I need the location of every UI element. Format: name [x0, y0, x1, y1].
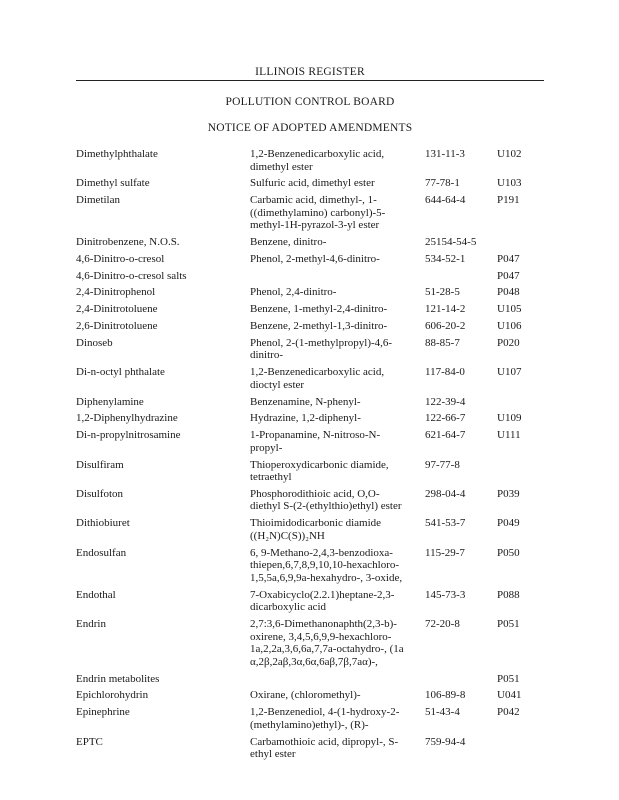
waste-code: P042 [497, 706, 520, 719]
table-row [76, 689, 546, 702]
common-name: Endrin metabolites [76, 672, 160, 685]
chemical-abstracts-name [250, 736, 398, 761]
chemical-abstracts-name [250, 412, 361, 425]
name-line: Benzene, dinitro- [250, 236, 327, 249]
name-line: 1a,2,2a,3,6,6a,7,7a-octahydro-, (1a [250, 643, 404, 656]
table-row [76, 589, 546, 614]
cas-number: 72-20-8 [425, 618, 460, 630]
name-line: Benzene, 1-methyl-2,4-dinitro- [250, 303, 388, 316]
cas-number: 117-84-0 [425, 366, 465, 379]
cas-number: 122-66-7 [425, 412, 466, 425]
chemical-abstracts-name [250, 286, 336, 299]
waste-code: P047 [497, 252, 520, 265]
name-line: dicarboxylic acid [250, 601, 327, 614]
table-row [76, 366, 546, 391]
cas-number: 25154-54-5 [425, 236, 477, 249]
waste-code: P051 [497, 672, 520, 685]
chemical-abstracts-name [250, 148, 384, 173]
name-line: dinitro- [250, 349, 283, 362]
cas-number: 621-64-7 [425, 429, 466, 442]
name-line: 1,5,5a,6,9,9a-hexahydro-, 3-oxide, [250, 571, 403, 584]
name-line: 2,7:3,6-Dimethanonaphth(2,3-b)- [250, 618, 397, 630]
cas-number: 51-28-5 [425, 286, 460, 299]
table-row [76, 194, 546, 232]
common-name: 4,6-Dinitro-o-cresol salts [76, 269, 187, 282]
table-row [76, 673, 546, 686]
name-line: Phosphorodithioic acid, O,O- [250, 487, 380, 500]
name-line: 1-Propanamine, N-nitroso-N- [250, 429, 381, 442]
chemical-abstracts-name [250, 706, 399, 731]
name-line: propyl- [250, 441, 283, 454]
waste-code: P088 [497, 588, 520, 601]
chemical-abstracts-name [250, 517, 381, 542]
name-line: Benzenamine, N-phenyl- [250, 395, 361, 408]
common-name: Dimetilan [76, 194, 120, 207]
name-line: 1,2-Benzenedicarboxylic acid, [250, 366, 385, 379]
cas-number: 534-52-1 [425, 252, 466, 265]
table-row [76, 547, 546, 585]
chemical-abstracts-name [250, 396, 361, 409]
name-line: 7-Oxabicyclo(2.2.1)heptane-2,3- [250, 588, 395, 601]
chemical-abstracts-name [250, 689, 361, 702]
name-line: 6, 9-Methano-2,4,3-benzodioxa- [250, 546, 393, 559]
table-row [76, 736, 546, 761]
common-name: 2,4-Dinitrophenol [76, 286, 156, 299]
cas-number: 106-89-8 [425, 689, 466, 702]
cas-number: 298-04-4 [425, 487, 466, 500]
waste-code: P191 [497, 194, 520, 207]
waste-code: U103 [497, 177, 522, 190]
table-row [76, 270, 546, 283]
common-name: Disulfiram [76, 458, 124, 471]
name-line: methyl-1H-pyrazol-3-yl ester [250, 219, 380, 232]
header-rule [76, 80, 544, 81]
board-title: POLLUTION CONTROL BOARD [225, 96, 395, 108]
chemical-abstracts-name [250, 337, 392, 362]
chemical-abstracts-name [250, 303, 387, 316]
chemical-abstracts-name [250, 618, 404, 668]
common-name: 2,4-Dinitrotoluene [76, 303, 158, 316]
waste-code: U111 [497, 429, 521, 442]
notice-title: NOTICE OF ADOPTED AMENDMENTS [207, 122, 413, 134]
name-line: Carbamothioic acid, dipropyl-, S- [250, 735, 399, 748]
table-row [76, 618, 546, 668]
waste-code: U041 [497, 689, 522, 702]
waste-code: U109 [497, 412, 522, 425]
name-line: ((dimethylamino) carbonyl)-5- [250, 206, 386, 219]
table-row [76, 429, 546, 454]
name-line: ethyl ester [250, 748, 296, 761]
common-name: Diphenylamine [76, 395, 144, 408]
name-line: Sulfuric acid, dimethyl ester [250, 177, 375, 190]
cas-number: 644-64-4 [425, 194, 466, 207]
cas-number: 121-14-2 [425, 303, 466, 316]
common-name: 1,2-Diphenylhydrazine [76, 412, 178, 425]
table-row [76, 303, 546, 316]
name-line: Carbamic acid, dimethyl-, 1- [250, 194, 377, 207]
chemical-abstracts-name [250, 253, 380, 266]
cas-number: 77-78-1 [425, 177, 460, 190]
name-line: Phenol, 2-methyl-4,6-dinitro- [250, 252, 380, 265]
name-line: thiepen,6,7,8,9,10,10-hexachloro- [250, 559, 400, 572]
name-line: diethyl S-(2-(ethylthio)ethyl) ester [250, 500, 402, 513]
name-line: dimethyl ester [250, 160, 313, 173]
chemical-abstracts-name [250, 194, 385, 232]
chemical-abstracts-name [250, 429, 380, 454]
waste-code: U102 [497, 148, 522, 160]
chemical-abstracts-name [250, 177, 375, 190]
cas-number: 97-77-8 [425, 458, 460, 471]
name-line: Thioimidodicarbonic diamide [250, 517, 382, 530]
name-line: 1,2-Benzenedicarboxylic acid, [250, 148, 385, 160]
cas-number: 122-39-4 [425, 395, 466, 408]
table-row [76, 148, 546, 173]
cas-number: 88-85-7 [425, 336, 460, 349]
table-row [76, 459, 546, 484]
waste-code: U107 [497, 366, 522, 379]
name-line: tetraethyl [250, 471, 292, 484]
common-name: Endrin [76, 618, 106, 630]
chemical-abstracts-name [250, 320, 387, 333]
waste-code: P049 [497, 517, 520, 530]
waste-code: P050 [497, 546, 520, 559]
name-line: Oxirane, (chloromethyl)- [250, 689, 361, 702]
common-name: Endothal [76, 588, 116, 601]
common-name: Di-n-propylnitrosamine [76, 429, 181, 442]
name-line: oxirene, 3,4,5,6,9,9-hexachloro- [250, 630, 392, 643]
hazardous-waste-table [76, 148, 546, 765]
table-row [76, 177, 546, 190]
common-name: Epichlorohydrin [76, 689, 149, 702]
cas-number: 51-43-4 [425, 706, 460, 719]
waste-code: P020 [497, 336, 520, 349]
table-row [76, 396, 546, 409]
name-line: ((H₂N)C(S))₂NH [250, 529, 325, 542]
common-name: Disulfoton [76, 487, 124, 500]
waste-code: U105 [497, 303, 522, 316]
cas-number: 131-11-3 [425, 148, 465, 160]
common-name: Epinephrine [76, 706, 130, 719]
cas-number: 759-94-4 [425, 735, 466, 748]
cas-number: 145-73-3 [425, 588, 466, 601]
cas-number: 541-53-7 [425, 517, 466, 530]
name-line: Phenol, 2-(1-methylpropyl)-4,6- [250, 336, 393, 349]
common-name: 2,6-Dinitrotoluene [76, 320, 158, 333]
waste-code: P039 [497, 487, 520, 500]
chemical-abstracts-name [250, 589, 394, 614]
waste-code: U106 [497, 320, 522, 333]
table-row [76, 412, 546, 425]
table-row [76, 706, 546, 731]
waste-code: P047 [497, 269, 520, 282]
name-line: (methylamino)ethyl)-, (R)- [250, 718, 369, 731]
register-title: ILLINOIS REGISTER [255, 66, 365, 78]
name-line: dioctyl ester [250, 378, 305, 391]
name-line: Thioperoxydicarbonic diamide, [250, 458, 389, 471]
name-line: 1,2-Benzenediol, 4-(1-hydroxy-2- [250, 706, 400, 719]
cas-number: 606-20-2 [425, 320, 466, 333]
common-name: Di-n-octyl phthalate [76, 366, 165, 379]
table-row [76, 236, 546, 249]
chemical-abstracts-name [250, 547, 402, 585]
common-name: 4,6-Dinitro-o-cresol [76, 252, 165, 265]
name-line: Phenol, 2,4-dinitro- [250, 286, 337, 299]
table-row [76, 253, 546, 266]
waste-code: P048 [497, 286, 520, 299]
name-line: Benzene, 2-methyl-1,3-dinitro- [250, 320, 388, 333]
common-name: Dithiobiuret [76, 517, 130, 530]
chemical-abstracts-name [250, 236, 326, 249]
table-row [76, 488, 546, 513]
common-name: Dimethylphthalate [76, 148, 158, 160]
common-name: Endosulfan [76, 546, 127, 559]
table-row [76, 286, 546, 299]
common-name: Dimethyl sulfate [76, 177, 150, 190]
table-row [76, 320, 546, 333]
chemical-abstracts-name [250, 488, 402, 513]
chemical-abstracts-name [250, 366, 384, 391]
chemical-abstracts-name [250, 459, 389, 484]
name-line: Hydrazine, 1,2-diphenyl- [250, 412, 361, 425]
table-row [76, 517, 546, 542]
table-row [76, 337, 546, 362]
common-name: Dinoseb [76, 336, 113, 349]
common-name: Dinitrobenzene, N.O.S. [76, 236, 180, 249]
waste-code: P051 [497, 618, 520, 630]
common-name: EPTC [76, 735, 103, 748]
cas-number: 115-29-7 [425, 546, 465, 559]
name-line: α,2β,2aβ,3α,6α,6aβ,7β,7aα)-, [250, 655, 378, 668]
